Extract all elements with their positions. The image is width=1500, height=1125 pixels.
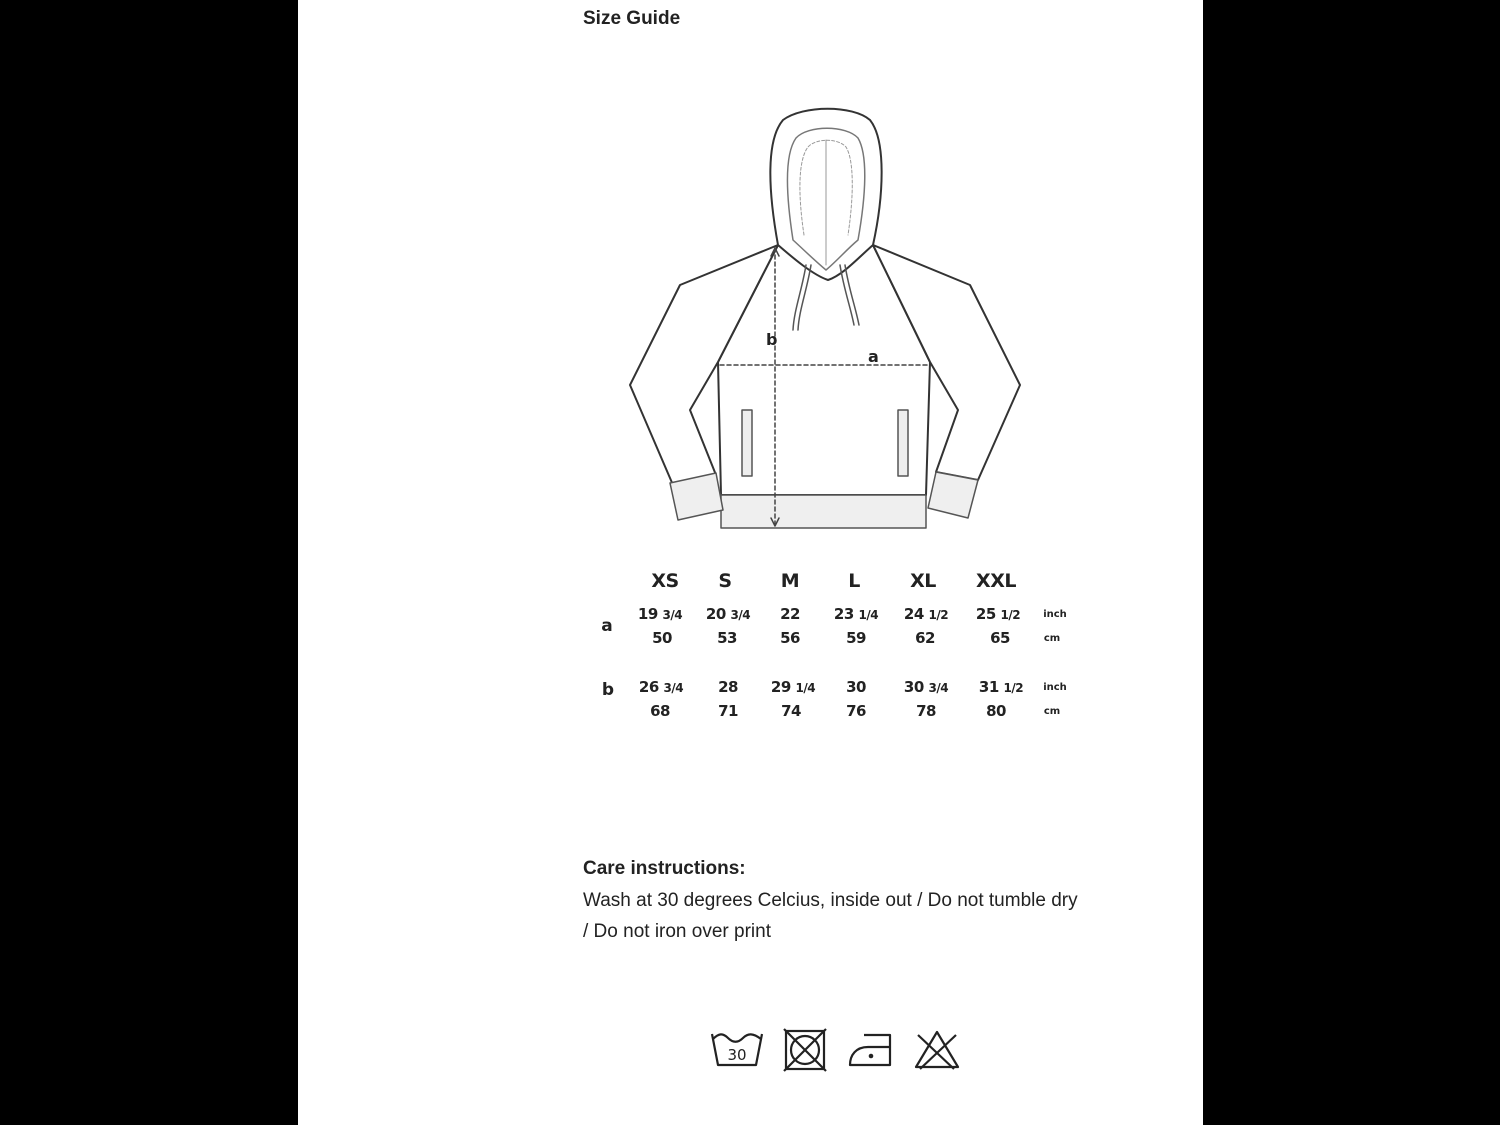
- hoodie-diagram: [618, 100, 1038, 540]
- value-b-m-inch: 29 1/4: [770, 678, 816, 696]
- value-b-s-inch: 28: [718, 678, 738, 696]
- value-a-xl-cm: 62: [915, 629, 935, 647]
- size-guide-page: [298, 0, 1203, 1125]
- wash-30-icon: [710, 1027, 764, 1073]
- value-b-l-inch: 30: [846, 678, 866, 696]
- size-header-xxl: XXL: [976, 570, 1016, 592]
- value-a-xxl-inch: 25 1/2: [975, 605, 1021, 623]
- unit-cm: cm: [1043, 633, 1061, 644]
- size-header-xs: XS: [651, 570, 679, 592]
- value-b-s-cm: 71: [718, 702, 738, 720]
- unit-inch: inch: [1043, 682, 1067, 693]
- value-b-xs-inch: 26 3/4: [638, 678, 684, 696]
- size-header-m: M: [780, 570, 800, 592]
- value-a-xl-inch: 24 1/2: [903, 605, 949, 623]
- row-label-b: b: [601, 680, 615, 700]
- page-title: Size Guide: [583, 8, 681, 29]
- measure-label-a: a: [868, 347, 879, 366]
- iron-low-icon: [846, 1027, 900, 1073]
- value-a-s-inch: 20 3/4: [705, 605, 751, 623]
- value-b-xxl-cm: 80: [986, 702, 1006, 720]
- value-a-m-inch: 22: [780, 605, 800, 623]
- no-tumble-dry-icon: [782, 1027, 828, 1073]
- value-a-xs-cm: 50: [652, 629, 672, 647]
- value-b-xs-cm: 68: [650, 702, 670, 720]
- unit-inch: inch: [1043, 609, 1067, 620]
- size-table: [588, 565, 1108, 735]
- size-header-xl: XL: [910, 570, 936, 592]
- measure-label-b: b: [766, 330, 778, 349]
- value-a-l-cm: 59: [846, 629, 866, 647]
- wash-temp-label: 30: [727, 1046, 747, 1064]
- row-label-a: a: [601, 616, 613, 636]
- value-a-xs-inch: 19 3/4: [637, 605, 683, 623]
- value-a-xxl-cm: 65: [990, 629, 1010, 647]
- care-symbols: [710, 1027, 960, 1073]
- no-bleach-icon: [910, 1027, 964, 1073]
- value-a-l-inch: 23 1/4: [833, 605, 879, 623]
- care-instructions-title: Care instructions:: [583, 858, 746, 879]
- value-a-s-cm: 53: [717, 629, 737, 647]
- value-b-l-cm: 76: [846, 702, 866, 720]
- value-b-xl-inch: 30 3/4: [903, 678, 949, 696]
- value-b-m-cm: 74: [781, 702, 801, 720]
- value-a-m-cm: 56: [780, 629, 800, 647]
- size-header-s: S: [718, 570, 732, 592]
- value-b-xxl-inch: 31 1/2: [978, 678, 1024, 696]
- unit-cm: cm: [1043, 706, 1061, 717]
- size-header-l: L: [848, 570, 860, 592]
- care-instructions-text: Wash at 30 degrees Celcius, inside out / Do not tumble dry / Do not iron over print: [583, 890, 1078, 942]
- value-b-xl-cm: 78: [916, 702, 936, 720]
